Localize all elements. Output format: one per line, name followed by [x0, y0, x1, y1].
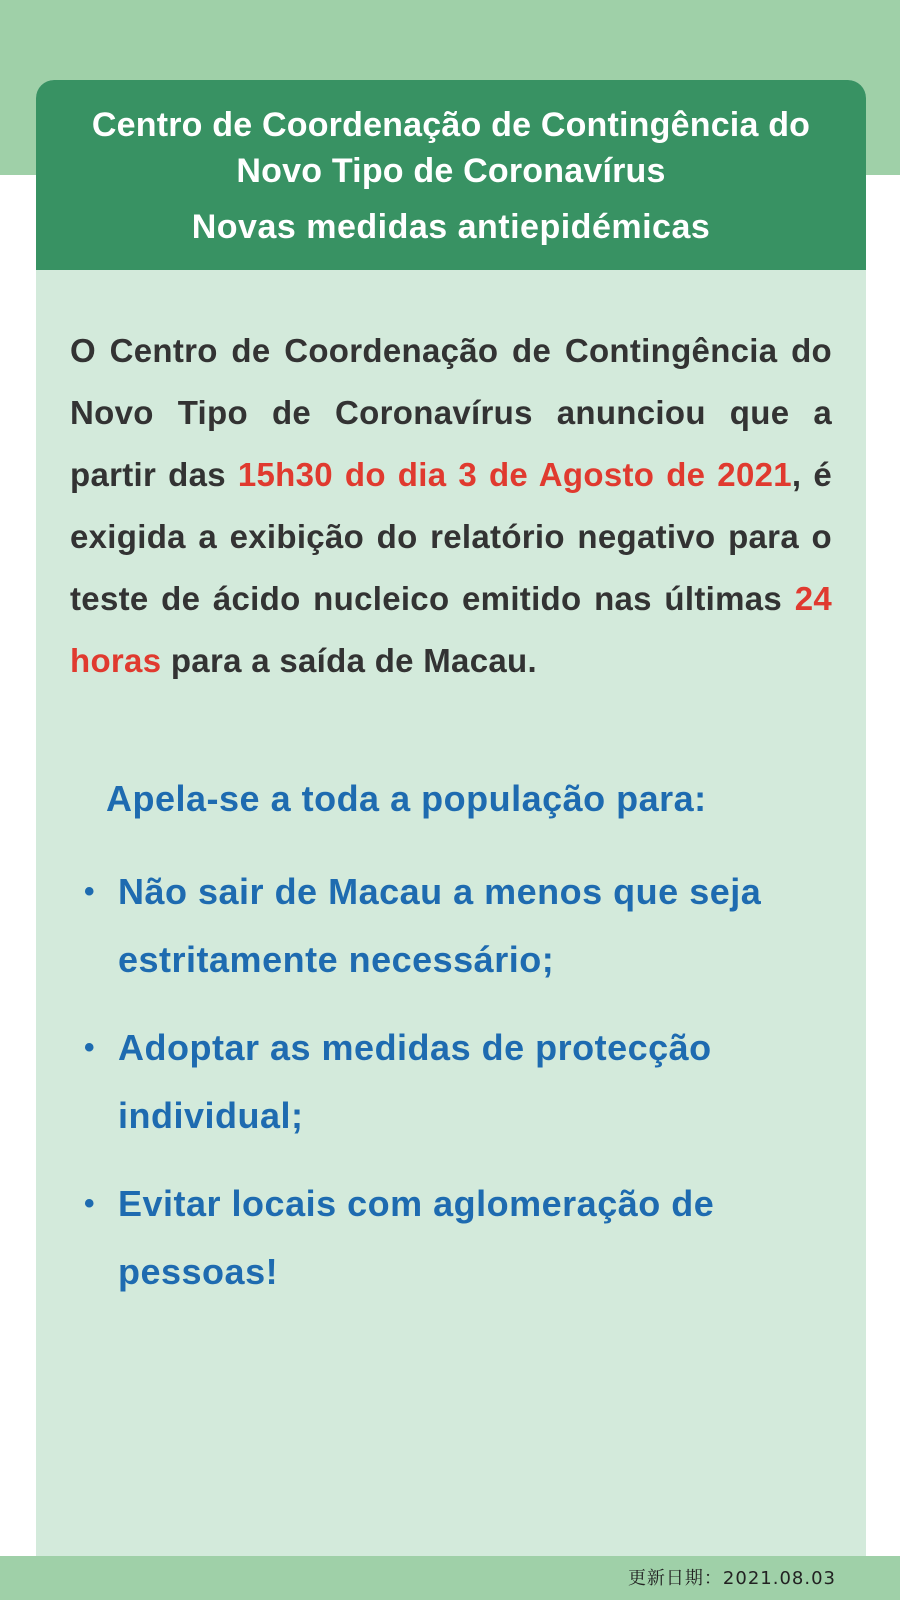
- update-date: 更新日期：2021.08.03: [627, 1568, 836, 1589]
- header-title: [36, 102, 866, 194]
- announcement-hours-highlight: 24 horas: [70, 580, 832, 679]
- bullet-icon: •: [84, 1187, 96, 1220]
- list-item: [84, 1014, 844, 1150]
- list-item-text: Evitar locais com aglomeração de pessoas!: [118, 1183, 715, 1292]
- list-item-text: Adoptar as medidas de protecção individual;: [118, 1027, 712, 1136]
- appeal-list: [84, 858, 844, 1326]
- header-subtitle: Novas medidas antiepidémicas: [191, 208, 711, 246]
- header-title-line1: Centro de Coordenação de Contingência do: [91, 106, 811, 144]
- bullet-icon: •: [84, 875, 96, 908]
- card-header: [36, 80, 866, 270]
- announcement-part1: O Centro de Coordenação de Contingência do Novo Tipo de Coronavírus anunciou que a partir das: [70, 332, 832, 493]
- header-title-line2: Novo Tipo de Coronavírus: [236, 152, 666, 190]
- list-item: [84, 858, 844, 994]
- announcement-part3: para a saída de Macau.: [161, 642, 537, 679]
- announcement-date-highlight: 15h30 do dia 3 de Agosto de 2021: [237, 456, 792, 493]
- appeal-title: Apela-se a toda a população para:: [106, 778, 707, 819]
- announcement-text: [70, 320, 832, 692]
- announcement-part2: , é exigida a exibição do relatório negativo para o teste de ácido nucleico emitido nas últimas: [70, 456, 832, 617]
- list-item: [84, 1170, 844, 1306]
- bullet-icon: •: [84, 1031, 96, 1064]
- list-item-text: Não sair de Macau a menos que seja estritamente necessário;: [118, 871, 762, 980]
- notice-card: [36, 80, 866, 1556]
